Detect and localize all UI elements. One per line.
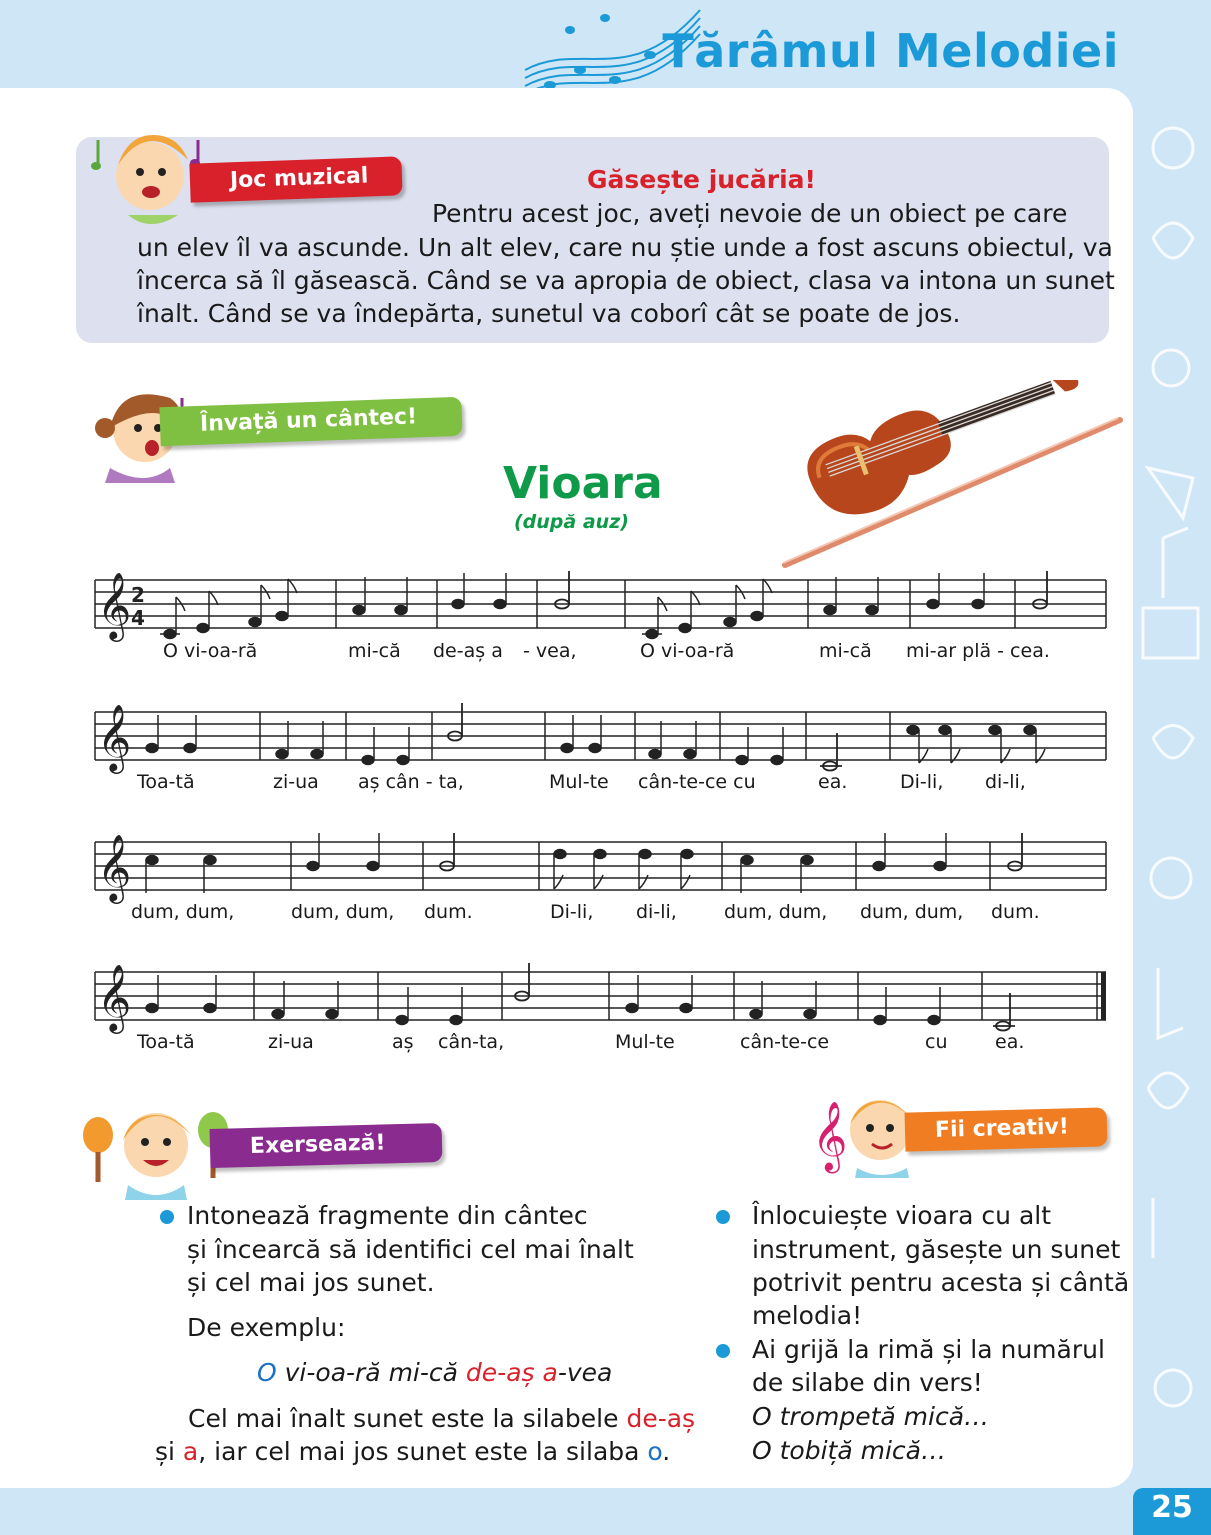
lyric-syllable: Toa-tă [137, 1031, 195, 1053]
game-title: Găsește jucăria! [587, 165, 816, 194]
game-text-line: înalt. Când se va îndepărta, sunetul va coborî cât se poate de jos. [137, 299, 961, 328]
treble-clef-icon: 𝄞 [97, 703, 132, 771]
lyric-syllable: cân-ta, [438, 1031, 505, 1053]
lyric-syllable: Mul-te [549, 771, 609, 793]
time-signature-top: 2 [131, 583, 145, 607]
lyric-syllable: Toa-tă [137, 771, 195, 793]
song-subtitle: (după auz) [514, 511, 629, 533]
treble-clef-icon: 𝄞 [97, 571, 132, 639]
lyric-syllable: Di-li, [550, 901, 594, 923]
exerseaza-label: Exersează! [210, 1123, 443, 1168]
lyric-syllable: O vi-oa-ră [163, 640, 258, 662]
lyric-syllable: Mul-te [615, 1031, 675, 1053]
bullet-icon [716, 1344, 730, 1358]
exercise-line: și cel mai jos sunet. [187, 1268, 435, 1297]
lyric-syllable: dum. [991, 901, 1040, 923]
joc-muzical-label: Joc muzical [189, 156, 402, 202]
example-verse: O vi-oa-ră mi-că de-aș a-vea [257, 1358, 613, 1387]
lyric-syllable: ea. [995, 1031, 1025, 1053]
page-number: 25 [1133, 1488, 1211, 1535]
bullet-icon [716, 1210, 730, 1224]
creative-line: de silabe din vers! [752, 1368, 983, 1397]
time-signature-bottom: 4 [131, 606, 145, 630]
game-text-line: Pentru acest joc, aveți nevoie de un obiect pe care [432, 199, 1068, 228]
page-header-title: Tărâmul Melodiei [662, 24, 1119, 78]
lyric-syllable: dum, dum, [860, 901, 964, 923]
exercise-line: și încearcă să identifici cel mai înalt [187, 1235, 634, 1264]
creative-line: Ai grijă la rimă și la numărul [752, 1335, 1105, 1364]
lyric-syllable: O vi-oa-ră [640, 640, 735, 662]
lyric-syllable: de-aș a [433, 640, 503, 662]
syllable-high: de-aș [465, 1358, 535, 1387]
creative-line: melodia! [752, 1301, 863, 1330]
bullet-icon [160, 1210, 174, 1224]
game-text-line: încerca să îl găsească. Când se va apropia de obiect, clasa va intona un sunet [137, 266, 1115, 295]
fii-creativ-label: Fii creativ! [905, 1107, 1108, 1151]
conclusion-line-1: Cel mai înalt sunet este la silabele de-aș [188, 1404, 696, 1433]
lyric-syllable: Di-li, [900, 771, 944, 793]
syllable-high: a [542, 1358, 558, 1387]
conclusion-line-2: și a, iar cel mai jos sunet este la silaba o. [155, 1437, 671, 1466]
song-title: Vioara [503, 458, 663, 509]
side-decoration-strip [1133, 88, 1211, 1535]
lyric-syllable: aș [392, 1031, 414, 1053]
creative-line: instrument, găsește un sunet [752, 1235, 1121, 1264]
lyric-syllable: dum. [424, 901, 473, 923]
lyric-syllable: cân-te-ce cu [638, 771, 756, 793]
lyric-syllable: di-li, [985, 771, 1026, 793]
lyric-syllable: mi-că [819, 640, 872, 662]
treble-clef-icon: 𝄞 [97, 963, 132, 1031]
svg-text:𝄞: 𝄞 [812, 1101, 848, 1171]
lyric-syllable: aș cân - ta, [358, 771, 464, 793]
violin-icon [775, 380, 1125, 570]
lyric-syllable: zi-ua [268, 1031, 314, 1053]
lyric-syllable: cu [925, 1031, 948, 1053]
lyric-syllable: mi-ar plä - cea. [906, 640, 1050, 662]
invata-un-cantec-label: Învață un cântec! [159, 397, 462, 447]
treble-clef-icon: 𝄞 [97, 833, 132, 901]
lyric-syllable: dum, dum, [724, 901, 828, 923]
exercise-line: Intonează fragmente din cântec [187, 1201, 588, 1230]
lyric-syllable: mi-că [348, 640, 401, 662]
example-intro: De exemplu: [187, 1313, 346, 1342]
lyric-syllable: cân-te-ce [740, 1031, 830, 1053]
game-text-line: un elev îl va ascunde. Un alt elev, care nu știe unde a fost ascuns obiectul, va [137, 233, 1113, 262]
lyric-syllable: - vea, [523, 640, 577, 662]
creative-line: Înlocuiește vioara cu alt [752, 1201, 1052, 1230]
syllable-low: O [257, 1358, 277, 1387]
lyric-syllable: ea. [818, 771, 848, 793]
creative-example: O tobiță mică… [752, 1436, 946, 1465]
creative-example: O trompetă mică… [752, 1402, 990, 1431]
creative-line: potrivit pentru acesta și cântă [752, 1268, 1130, 1297]
lyric-syllable: dum, dum, [131, 901, 235, 923]
lyric-syllable: dum, dum, [291, 901, 395, 923]
lyric-syllable: zi-ua [273, 771, 319, 793]
lyric-syllable: di-li, [636, 901, 677, 923]
